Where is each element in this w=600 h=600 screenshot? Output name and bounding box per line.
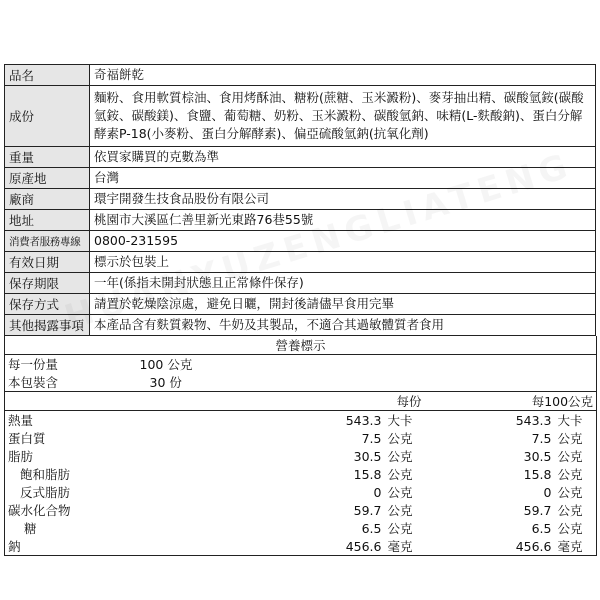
header-spacer [5,392,145,411]
nutrient-value-serving: 59.7 [353,502,382,518]
info-value: 標示於包裝上 [90,252,596,273]
nutrient-name: 飽和脂肪 [20,467,71,482]
nutrient-value-100g: 7.5 [531,430,552,446]
info-value: 0800-231595 [90,231,596,252]
serving-size-label: 每一份量 [8,357,59,372]
nutrient-value-serving: 6.5 [361,520,382,536]
nutrient-unit-serving: 公克 [387,431,413,446]
nutrient-unit-serving: 公克 [387,467,413,482]
product-info-table [4,64,596,336]
nutrient-value-100g: 456.6 [515,538,552,554]
nutrient-row-protein [5,429,597,447]
nutrient-unit-serving: 公克 [387,485,413,500]
servings-row [5,373,597,392]
info-key: 重量 [5,147,90,168]
col-per-100g: 每100公克 [425,392,597,411]
nutrient-unit-serving: 毫克 [387,539,413,554]
info-row-shelf-life [5,273,596,294]
nutrient-row-fat [5,447,597,465]
nutrient-name: 糖 [24,521,37,536]
info-key: 成份 [5,86,90,147]
product-label-sheet [4,64,596,556]
info-key: 品名 [5,65,90,86]
nutrition-title: 營養標示 [5,336,597,355]
info-value: 一年(係指未開封狀態且正常條件保存) [90,273,596,294]
info-value: 麵粉、食用軟質棕油、食用烤酥油、糖粉(蔗糖、玉米澱粉)、麥芽抽出精、碳酸氫銨(碳酸氫銨、碳酸鎂)、食鹽、葡萄糖、奶粉、玉米澱粉、碳酸氫鈉、味精(L-麩酸鈉)、蛋白分解酵素P-18(小麥粉、蛋白分解酵素)、偏亞硫酸氫鈉(抗氧化劑) [90,86,596,147]
nutrient-row-trans-fat [5,483,597,501]
info-key: 消費者服務專線 [5,231,90,252]
info-row-address [5,210,596,231]
info-row-disclosure [5,315,596,336]
nutrient-row-carbohydrate [5,501,597,519]
nutrient-value-100g: 15.8 [523,466,552,482]
info-row-hotline [5,231,596,252]
nutrient-value-serving: 456.6 [345,538,382,554]
nutrient-value-serving: 543.3 [145,411,385,430]
servings-cell [145,373,597,392]
info-value: 環宇開發生技食品股份有限公司 [90,189,596,210]
nutrient-value-100g: 0 [543,484,552,500]
servings-unit: 份 [169,375,182,390]
info-row-expiry [5,252,596,273]
nutrient-row-sodium [5,537,597,556]
info-key: 保存期限 [5,273,90,294]
info-value: 奇福餅乾 [90,65,596,86]
info-key: 地址 [5,210,90,231]
nutrient-row-energy [5,411,597,430]
nutrient-name: 碳水化合物 [8,503,71,518]
nutrient-value-serving: 0 [373,484,382,500]
nutrient-unit-100g: 公克 [557,521,583,536]
info-row-weight [5,147,596,168]
nutrient-name: 反式脂肪 [20,485,71,500]
info-row-manufacturer [5,189,596,210]
info-value: 台灣 [90,168,596,189]
serving-size-unit: 公克 [167,357,193,372]
nutrient-unit-100g: 公克 [557,467,583,482]
serving-size-row [5,355,597,374]
nutrition-title-row [5,336,597,355]
nutrient-unit-100g: 大卡 [555,411,597,430]
info-row-storage [5,294,596,315]
info-value: 桃園市大溪區仁善里新光東路76巷55號 [90,210,596,231]
nutrient-value-100g: 6.5 [531,520,552,536]
nutrient-value-100g: 543.3 [425,411,555,430]
info-row-name [5,65,596,86]
nutrient-unit-100g: 公克 [557,503,583,518]
servings-label: 本包裝含 [8,375,59,390]
nutrient-unit-100g: 公克 [557,431,583,446]
nutrient-name: 鈉 [8,539,21,554]
col-per-serving: 每份 [145,392,425,411]
nutrient-unit-serving: 公克 [387,449,413,464]
nutrient-unit-serving: 公克 [387,521,413,536]
nutrient-name: 熱量 [5,411,145,430]
info-key: 其他揭露事項 [5,315,90,336]
serving-size-value: 100 [139,357,164,372]
info-key: 保存方式 [5,294,90,315]
nutrient-value-serving: 15.8 [353,466,382,482]
servings-value: 30 [149,375,166,390]
nutrient-unit-serving: 大卡 [385,411,425,430]
nutrient-value-100g: 59.7 [523,502,552,518]
info-value: 本產品含有麩質穀物、牛奶及其製品，不適合其過敏體質者食用 [90,315,596,336]
info-value: 請置於乾燥陰涼處，避免日曬，開封後請儘早食用完畢 [90,294,596,315]
nutrient-value-100g: 30.5 [523,448,552,464]
nutrition-facts-table [4,336,597,556]
nutrient-unit-serving: 公克 [387,503,413,518]
nutrient-value-serving: 30.5 [353,448,382,464]
nutrient-unit-100g: 公克 [557,485,583,500]
info-value: 依買家購買的克數為準 [90,147,596,168]
nutrient-row-sugar [5,519,597,537]
info-key: 有效日期 [5,252,90,273]
nutrient-name: 蛋白質 [8,431,46,446]
nutrient-unit-100g: 公克 [557,449,583,464]
nutrient-row-saturated-fat [5,465,597,483]
info-key: 廠商 [5,189,90,210]
info-row-ingredients [5,86,596,147]
info-row-origin [5,168,596,189]
nutrient-unit-100g: 毫克 [557,539,583,554]
serving-size-cell [139,355,597,374]
nutrition-header-row [5,392,597,411]
info-key: 原產地 [5,168,90,189]
nutrient-value-serving: 7.5 [361,430,382,446]
nutrient-name: 脂肪 [8,449,34,464]
